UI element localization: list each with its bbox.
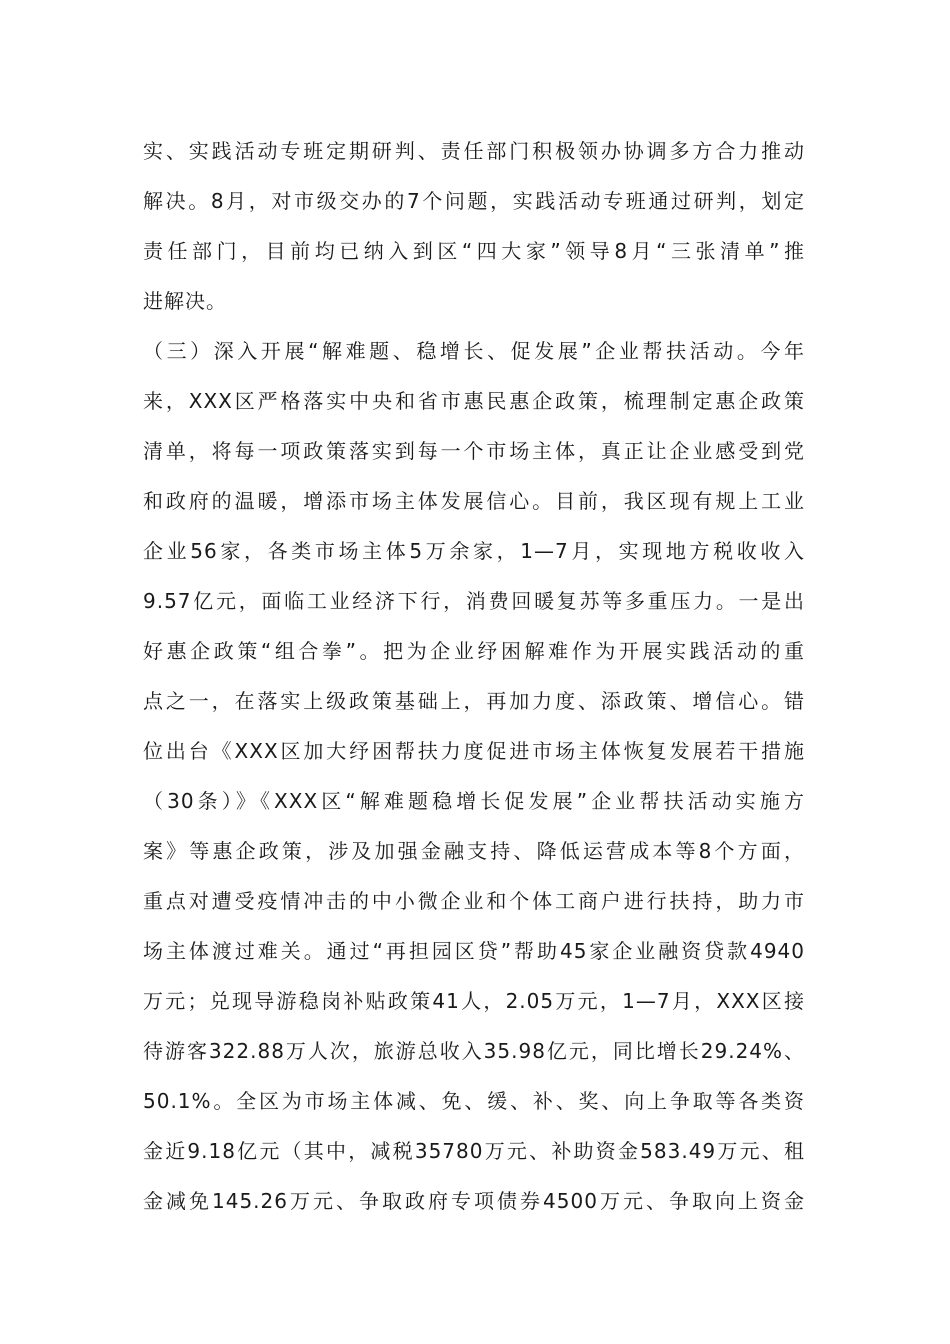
text-line: （30条）》《XXX区“解难题稳增长促发展”企业帮扶活动实施方	[143, 789, 805, 813]
text-line: 9.57亿元，面临工业经济下行，消费回暖复苏等多重压力。一是出	[143, 589, 805, 613]
text-line: 解决。8月，对市级交办的7个问题，实践活动专班通过研判，划定	[143, 189, 805, 213]
text-line: 实、实践活动专班定期研判、责任部门积极领办协调多方合力推动	[143, 139, 805, 163]
text-line: 来，XXX区严格落实中央和省市惠民惠企政策，梳理制定惠企政策	[143, 389, 805, 413]
text-line: 万元；兑现导游稳岗补贴政策41人，2.05万元，1—7月，XXX区接	[143, 989, 805, 1013]
text-line: （三）深入开展“解难题、稳增长、促发展”企业帮扶活动。今年	[143, 339, 805, 363]
text-line: 好惠企政策“组合拳”。把为企业纾困解难作为开展实践活动的重	[143, 639, 805, 663]
text-line: 金近9.18亿元（其中，减税35780万元、补助资金583.49万元、租	[143, 1139, 805, 1163]
text-line: 点之一，在落实上级政策基础上，再加力度、添政策、增信心。错	[143, 689, 805, 713]
text-line: 重点对遭受疫情冲击的中小微企业和个体工商户进行扶持，助力市	[143, 889, 805, 913]
text-line: 清单，将每一项政策落实到每一个市场主体，真正让企业感受到党	[143, 439, 805, 463]
text-line: 金减免145.26万元、争取政府专项债券4500万元、争取向上资金	[143, 1189, 805, 1213]
text-line: 位出台《XXX区加大纾困帮扶力度促进市场主体恢复发展若干措施	[143, 739, 805, 763]
text-line: 场主体渡过难关。通过“再担园区贷”帮助45家企业融资贷款4940	[143, 939, 805, 963]
text-line: 案》等惠企政策，涉及加强金融支持、降低运营成本等8个方面，	[143, 839, 805, 863]
text-line: 进解决。	[143, 289, 227, 313]
text-line: 和政府的温暖，增添市场主体发展信心。目前，我区现有规上工业	[143, 489, 805, 513]
text-line: 企业56家，各类市场主体5万余家，1—7月，实现地方税收收入	[143, 539, 805, 563]
text-line: 50.1%。全区为市场主体减、免、缓、补、奖、向上争取等各类资	[143, 1089, 805, 1113]
text-line: 责任部门，目前均已纳入到区“四大家”领导8月“三张清单”推	[143, 239, 805, 263]
text-line: 待游客322.88万人次，旅游总收入35.98亿元，同比增长29.24%、	[143, 1039, 805, 1063]
